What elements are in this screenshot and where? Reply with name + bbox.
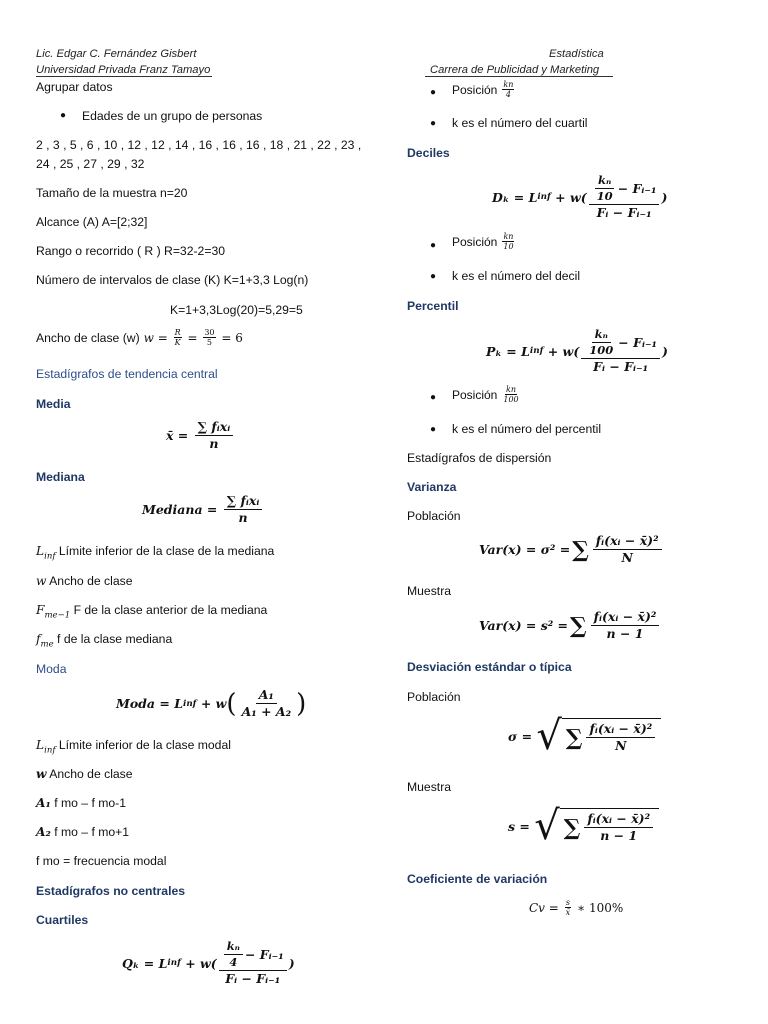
fmo-line: f mo = frecuencia modal [36,854,167,868]
sqrt-icon: √ [536,713,562,759]
media-den: n [209,436,219,452]
sd-mue-num: fᵢ(xᵢ − x̄)² [584,812,653,828]
moda-den: A₁ + A₂ [241,704,292,720]
var-mue-lhs: Var(x) = s² = [479,618,569,634]
alcance: Alcance (A) A=[2;32] [36,215,148,229]
p-100: 100 [589,343,614,358]
media-lhs: x̄ [166,428,174,444]
rango: Rango o recorrido ( R ) R=32-2=30 [36,244,226,258]
w-description: Ancho de clase [49,574,133,588]
bullet-icon: ● [60,110,67,121]
ancho-5: 5 [206,338,212,348]
k-cuartil: k es el número del cuartil [452,116,588,130]
p-lhs: Pₖ [486,343,502,359]
linf2-subscript: inf [44,745,56,756]
posicion-decil-num: kn [503,232,514,241]
bullet-icon: ● [430,240,437,251]
sd-pob-lhs: σ = [508,728,533,744]
w2-symbol: w [36,767,47,781]
heading-mediana: Mediana [36,470,85,484]
q-4: 4 [229,955,238,970]
posicion-decil-den: 10 [503,242,514,252]
bullet-icon: ● [430,118,437,129]
fme-description: f de la clase mediana [57,632,173,646]
formula-percentil: Pₖ = L inf + w( $\frac{\text{kₙ}}{100}$ − Fᵢ₋₁ Fᵢ − Fᵢ₋₁ ) [486,327,668,375]
posicion-decil [452,232,517,251]
d-10: 10 [596,189,613,204]
cv-tail: ∗ 100% [577,900,624,915]
bullet-edades: Edades de un grupo de personas [82,109,263,123]
formula-desviacion-muestra [508,803,659,849]
q-den: Fᵢ − Fᵢ₋₁ [225,971,281,987]
posicion-percentil-label: Posición [452,387,498,402]
var-pob-lhs: Var(x) = σ² = [479,542,571,558]
moda-w: + w [200,696,227,712]
k-percentil: k es el número del percentil [452,422,602,436]
linf-symbol: L [36,544,45,558]
moda-rhs: = L [159,696,183,712]
w-symbol: w [36,574,47,588]
linf-description: Límite inferior de la clase de la mediana [58,544,275,558]
cv-den: x̄ [565,908,571,918]
formula-decil: Dₖ = L inf + w( $\frac{\text{kₙ}}{10}$ − Fᵢ₋₁ Fᵢ − Fᵢ₋₁ ) [492,173,668,221]
heading-tendencia-central: Estadígrafos de tendencia central [36,367,218,381]
ancho-label: Ancho de clase (w) [36,330,140,345]
ancho-30: 30 [204,328,215,337]
p-kn: kₙ [592,328,611,343]
posicion-percentil [452,385,522,404]
q-kn: kₙ [224,940,243,955]
media-num: ∑ fᵢxᵢ [195,420,234,436]
posicion-cuartil-den: 4 [505,90,511,100]
bullet-icon: ● [430,87,437,98]
ancho-w: w [143,330,154,345]
var-pob-num: fᵢ(xᵢ − x̄)² [593,534,662,550]
posicion-cuartil-label: Posición [452,82,498,97]
q-lhs: Qₖ [122,955,140,971]
var-mue-num: fᵢ(xᵢ − x̄)² [591,610,660,626]
sd-pob-num: fᵢ(xᵢ − x̄)² [586,722,655,738]
ancho-r: R [174,328,181,337]
heading-media: Media [36,397,71,411]
posicion-percentil-den: 100 [503,395,519,405]
heading-percentil: Percentil [407,299,459,313]
ancho-k: K [174,338,181,348]
sum-icon: ∑ [570,612,587,639]
formula-cuartil: Qₖ = L inf + w( $\frac{\text{kₙ}}{4}$ − Fᵢ₋₁ Fᵢ − Fᵢ₋₁ ) [122,939,295,987]
d-fi1: − Fᵢ₋₁ [617,180,657,196]
mediana-num: ∑ fᵢxᵢ [224,494,263,510]
heading-deciles: Deciles [407,146,450,160]
heading-desviacion: Desviación estándar o típica [407,660,572,674]
var-mue-den: n − 1 [606,626,644,642]
formula-media: x̄ = $\frac{\text{∑ fᵢxᵢ}}{n}$ [166,420,235,452]
fme1-description: F de la clase anterior de la mediana [73,603,268,617]
tamano-muestra: Tamaño de la muestra n=20 [36,186,188,200]
p-den: Fᵢ − Fᵢ₋₁ [593,359,649,375]
a1-description: f mo – f mo-1 [54,796,126,810]
cv-lhs: Cv = [529,900,559,915]
header-university: Universidad Privada Franz Tamayo [36,64,211,76]
fme-symbol: f [36,632,41,646]
p-fi1: − Fᵢ₋₁ [618,334,658,350]
sd-pob-den: N [615,738,627,753]
bullet-icon: ● [430,424,437,435]
header-author: Lic. Edgar C. Fernández Gisbert [36,48,197,60]
posicion-cuartil-num: kn [503,80,514,89]
sqrt-icon: √ [534,803,560,849]
sd-mue-den: n − 1 [600,828,638,843]
heading-coeficiente: Coeficiente de variación [407,872,548,886]
w-ancho [36,574,133,588]
moda-num: A₁ [256,688,277,704]
poblacion-desviacion: Población [407,690,461,704]
d-lhs: Dₖ [492,189,510,205]
muestra-desviacion: Muestra [407,780,452,794]
sd-mue-lhs: s = [508,818,530,834]
poblacion-varianza: Población [407,509,461,523]
mediana-lhs: Mediana [142,502,203,518]
a1-symbol: A₁ [36,796,51,810]
formula-varianza-muestra [479,610,661,642]
a2-symbol: A₂ [36,825,51,839]
k-calculo: K=1+3,3Log(20)=5,29=5 [170,303,303,317]
linf-modal [36,738,231,755]
moda-lhs: Moda [116,696,156,712]
heading-varianza: Varianza [407,480,457,494]
w-ancho-2 [36,767,133,781]
a2-line [36,825,129,839]
heading-no-centrales: Estadígrafos no centrales [36,884,186,898]
ancho-6: 6 [235,330,243,345]
data-line-1: 2 , 3 , 5 , 6 , 10 , 12 , 12 , 14 , 16 , 16 , 16 , 18 , 21 , 22 , 23 , [36,138,362,152]
bullet-icon: ● [430,392,437,403]
fme-line [36,632,172,649]
cv-num: s [565,898,570,907]
header-career: Carrera de Publicidad y Marketing [430,64,600,76]
ancho-clase: Ancho de clase (w) w = $\frac{R}{K}$ = $\frac{30}{5}$ = 6 [36,328,243,348]
agrupar-datos: Agrupar datos [36,80,113,94]
fme1-subscript: me−1 [44,610,71,621]
data-line-2: 24 , 25 , 27 , 29 , 32 [36,157,145,171]
w2-description: Ancho de clase [49,767,133,781]
heading-cuartiles: Cuartiles [36,913,89,927]
posicion-cuartil [452,80,516,99]
numero-intervalos: Número de intervalos de clase (K) K=1+3,3 Log(n) [36,273,309,287]
formula-moda: Moda = L inf + w ( $\frac{\text{A₁}}{\text{A₁ + A₂}}$ ) [116,687,307,720]
linf2-description: Límite inferior de la clase modal [58,738,231,752]
sum-icon: ∑ [563,814,581,841]
k-decil: k es el número del decil [452,269,581,283]
var-pob-den: N [621,550,633,566]
mediana-den: n [238,510,248,526]
posicion-decil-label: Posición [452,234,498,249]
linf2-symbol: L [36,738,45,752]
sum-icon: ∑ [572,536,589,563]
formula-mediana: Mediana = $\frac{\text{∑ fᵢxᵢ}}{n}$ [142,494,264,526]
d-den: Fᵢ − Fᵢ₋₁ [596,205,652,221]
fme1-symbol: F [36,603,45,617]
linf-mediana [36,544,274,561]
a2-description: f mo – f mo+1 [54,825,130,839]
heading-moda: Moda [36,662,67,676]
linf-subscript: inf [44,551,56,562]
bullet-icon: ● [430,271,437,282]
muestra-varianza: Muestra [407,584,452,598]
d-kn: kₙ [595,174,614,189]
a1-line [36,796,126,810]
sum-icon: ∑ [565,724,583,751]
fme-subscript: me [40,639,54,650]
posicion-percentil-num: kn [506,385,516,394]
fme1-line [36,603,267,620]
heading-dispersion: Estadígrafos de dispersión [407,451,552,465]
header-subject: Estadística [549,48,604,60]
header-rule-left [36,76,212,77]
formula-cv [529,898,623,917]
header-rule-right [425,76,613,77]
q-fi1: − Fᵢ₋₁ [244,946,284,962]
formula-varianza-poblacion [479,534,664,566]
formula-desviacion-poblacion [508,713,661,759]
